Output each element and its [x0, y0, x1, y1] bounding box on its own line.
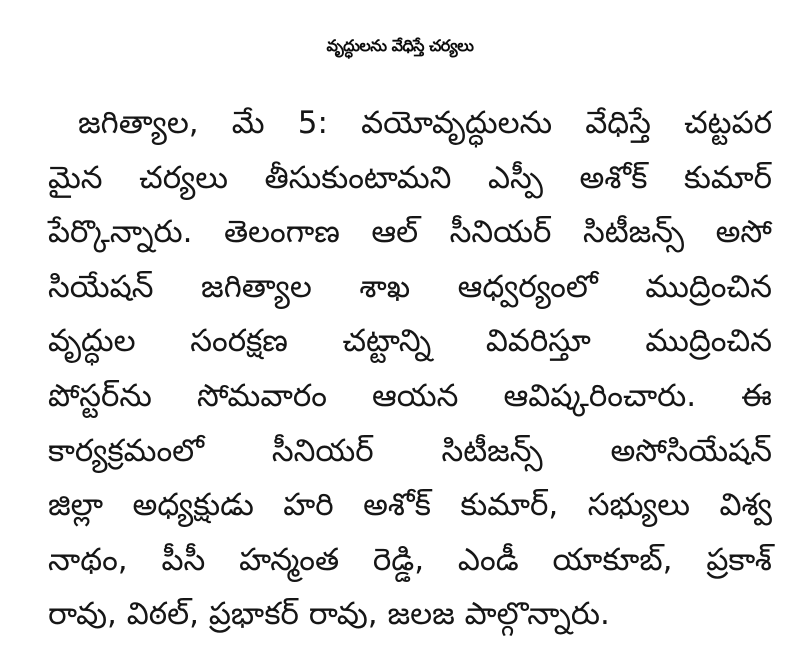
article-line-7: కార్యక్రమంలో సీనియర్ సిటీజన్స్ అసోసియేషన్	[48, 432, 772, 469]
article-line-9: నాథం, పీసీ హన్మంత రెడ్డి, ఎండీ యాకూబ్, ప్రకాశ్	[48, 541, 772, 578]
article-body	[48, 96, 772, 642]
article-line-3: పేర్కొన్నారు. తెలంగాణ ఆల్ సీనియర్ సిటీజన్స్ అసో	[48, 214, 772, 251]
article-line-1: జగిత్యాల, మే 5: వయోవృద్ధులను వేధిస్తే చట్టపర	[78, 105, 772, 141]
article-line-10: రావు, విఠల్, ప్రభాకర్ రావు, జలజ పాల్గొన్నారు.	[48, 596, 610, 633]
article-line-2: మైన చర్యలు తీసుకుంటామని ఎస్పీ అశోక్ కుమార్	[48, 159, 772, 196]
article-headline: వృద్ధులను వేధిస్తే చర్యలు	[326, 36, 474, 55]
article-line-8: జిల్లా అధ్యక్షుడు హరి అశోక్ కుమార్, సభ్యులు విశ్వ	[48, 487, 772, 524]
article-line-6: పోస్టర్‌ను సోమవారం ఆయన ఆవిష్కరించారు. ఈ	[48, 377, 772, 414]
article-line-5: వృద్ధుల సంరక్షణ చట్టాన్ని వివరిస్తూ ముద్రించిన	[48, 323, 772, 360]
article-line-4: సియేషన్ జగిత్యాల శాఖ ఆధ్వర్యంలో ముద్రించిన	[48, 268, 772, 305]
